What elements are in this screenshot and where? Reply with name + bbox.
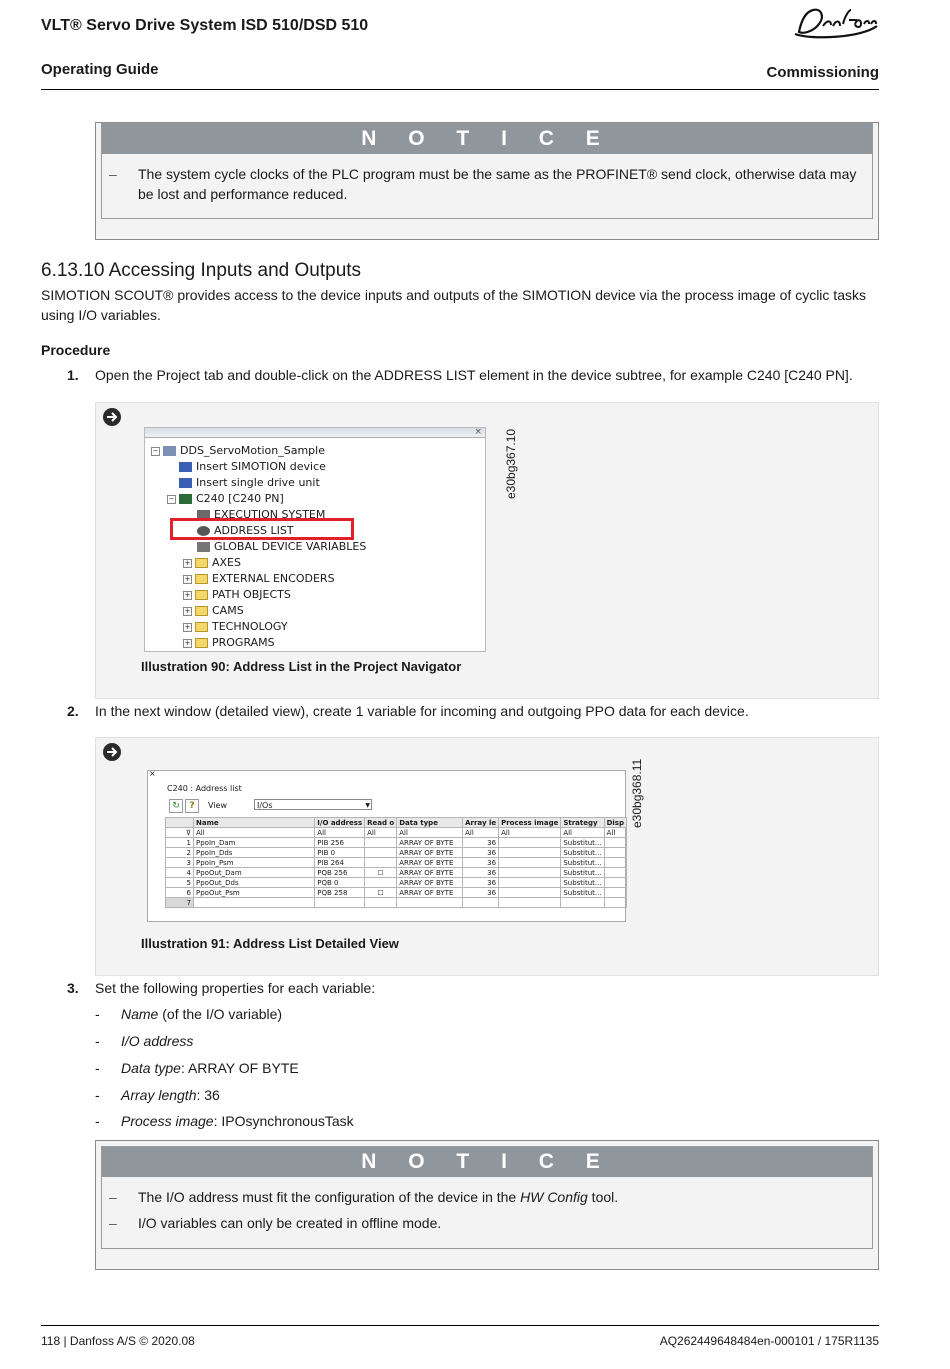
column-header[interactable]: Name — [194, 818, 315, 828]
tree-label: EXTERNAL ENCODERS — [212, 572, 335, 585]
cell-name[interactable]: PpoIn_Dam — [194, 838, 315, 848]
tree-item[interactable] — [151, 443, 325, 459]
table-row[interactable] — [166, 888, 627, 898]
table-row[interactable] — [166, 858, 627, 868]
cell-address[interactable]: PIB 0 — [315, 848, 365, 858]
table-header-row — [166, 818, 627, 828]
chapter-name: Commissioning — [766, 64, 879, 81]
property-item — [121, 1060, 299, 1076]
folder-icon — [195, 606, 208, 616]
cell-datatype[interactable]: ARRAY OF BYTE — [397, 868, 463, 878]
cell-array-length[interactable]: 36 — [463, 848, 499, 858]
cell-readonly[interactable] — [365, 848, 397, 858]
notice-title: N O T I C E — [102, 124, 872, 154]
cell-disp[interactable] — [604, 868, 626, 878]
cell-name[interactable]: PpoIn_Dds — [194, 848, 315, 858]
cell-strategy[interactable]: Substitut... — [561, 868, 604, 878]
expand-icon[interactable]: + — [184, 638, 191, 647]
address-table — [165, 817, 627, 908]
row-number: 7 — [166, 898, 194, 908]
footer-rule — [41, 1325, 879, 1326]
view-select[interactable] — [254, 799, 372, 810]
tree-item[interactable] — [197, 539, 366, 555]
notice-item — [102, 1187, 864, 1207]
address-list-window — [147, 770, 626, 922]
notice-text: I/O variables can only be created in offline mode. — [138, 1215, 442, 1231]
column-header[interactable]: Array le — [463, 818, 499, 828]
cell-datatype[interactable]: ARRAY OF BYTE — [397, 878, 463, 888]
list-dash: - — [95, 1033, 100, 1049]
cell-address[interactable]: PIB 264 — [315, 858, 365, 868]
notice-panel — [101, 1146, 873, 1249]
list-dash: - — [95, 1006, 100, 1022]
cell-address[interactable]: PQB 258 — [315, 888, 365, 898]
cell-datatype[interactable]: ARRAY OF BYTE — [397, 888, 463, 898]
step2-text: In the next window (detailed view), create 1 variable for incoming and outgoing PPO data for each device. — [95, 703, 749, 719]
cell-readonly[interactable] — [365, 838, 397, 848]
expand-icon[interactable]: + — [184, 558, 191, 567]
tree-label: CAMS — [212, 604, 244, 617]
property-detail: (of the I/O variable) — [158, 1006, 283, 1022]
folder-icon — [195, 622, 208, 632]
column-header[interactable]: I/O address — [315, 818, 365, 828]
notice-emphasis: HW Config — [520, 1189, 588, 1205]
cell-strategy[interactable] — [561, 898, 604, 908]
tree-item[interactable] — [183, 587, 291, 603]
property-detail: : ARRAY OF BYTE — [180, 1060, 299, 1076]
cell-array-length[interactable]: 36 — [463, 858, 499, 868]
expand-icon[interactable]: + — [184, 622, 191, 631]
row-number: 6 — [166, 888, 194, 898]
cell-datatype[interactable] — [397, 898, 463, 908]
cell-disp[interactable] — [604, 848, 626, 858]
folder-icon — [195, 590, 208, 600]
window-title: C240 : Address list — [167, 784, 242, 793]
property-detail: : 36 — [196, 1087, 220, 1103]
notice-dash: – — [109, 1189, 117, 1205]
property-name: I/O address — [121, 1033, 194, 1049]
row-number: 1 — [166, 838, 194, 848]
cell-readonly[interactable] — [365, 878, 397, 888]
step-text — [95, 367, 885, 383]
tree-label: AXES — [212, 556, 241, 569]
folder-icon — [195, 574, 208, 584]
property-name: Process image — [121, 1113, 214, 1129]
notice-box — [95, 122, 879, 240]
cell-array-length[interactable]: 36 — [463, 868, 499, 878]
step1-text: Open the Project tab and double-click on the ADDRESS LIST element in the device subtree, for example C240 [C240 PN]. — [95, 367, 853, 383]
table-row[interactable] — [166, 898, 627, 908]
expand-icon[interactable]: + — [184, 606, 191, 615]
figure-box — [95, 737, 879, 976]
insert-icon — [179, 462, 192, 472]
section-intro: SIMOTION SCOUT® provides access to the device inputs and outputs of the SIMOTION device via the process image of cyclic tasks using I/O variables. — [41, 287, 866, 323]
list-dash: - — [95, 1113, 100, 1129]
step-number: 1. — [67, 367, 79, 383]
chevron-down-icon[interactable]: ▼ — [365, 802, 370, 809]
expand-icon[interactable]: + — [184, 574, 191, 583]
row-number: 3 — [166, 858, 194, 868]
column-header[interactable]: Strategy — [561, 818, 604, 828]
table-row[interactable] — [166, 878, 627, 888]
tree-item[interactable] — [167, 491, 284, 507]
notice-dash: – — [109, 1215, 117, 1231]
cell-strategy[interactable]: Substitut... — [561, 878, 604, 888]
collapse-icon[interactable]: − — [152, 446, 159, 455]
tree-titlebar — [145, 428, 485, 438]
procedure-label: Procedure — [41, 342, 111, 358]
column-header[interactable]: Process image — [499, 818, 561, 828]
figure-id: e30bg368.11 — [630, 758, 644, 828]
list-dash: - — [95, 1087, 100, 1103]
notice-box — [95, 1140, 879, 1270]
arrow-circle-icon — [103, 743, 121, 761]
tree-label: ADDRESS LIST — [214, 524, 294, 537]
cell-datatype[interactable]: ARRAY OF BYTE — [397, 838, 463, 848]
cell-strategy[interactable]: Substitut... — [561, 888, 604, 898]
cell-array-length[interactable] — [463, 898, 499, 908]
cell-name[interactable] — [194, 898, 315, 908]
figure-caption: Illustration 91: Address List Detailed View — [141, 936, 399, 951]
column-header[interactable]: Data type — [397, 818, 463, 828]
section-heading: 6.13.10 Accessing Inputs and Outputs — [41, 260, 362, 281]
folder-icon — [195, 638, 208, 648]
arrow-circle-icon — [103, 408, 121, 426]
cell-process-image[interactable] — [499, 858, 561, 868]
cell-array-length[interactable]: 36 — [463, 838, 499, 848]
variables-icon — [197, 542, 210, 552]
filter-cell[interactable]: All — [604, 828, 626, 838]
cell-disp[interactable] — [604, 838, 626, 848]
notice-text: The I/O address must fit the configuration of the device in the — [138, 1189, 521, 1205]
folder-icon — [195, 558, 208, 568]
tree-label: EXECUTION SYSTEM — [214, 508, 326, 521]
filter-row — [166, 828, 627, 838]
help-icon[interactable]: ? — [185, 799, 199, 813]
cell-disp[interactable] — [604, 878, 626, 888]
view-label: View — [208, 801, 227, 810]
tree-item[interactable] — [183, 635, 275, 651]
table-row[interactable] — [166, 868, 627, 878]
insert-icon — [179, 478, 192, 488]
tree-item[interactable] — [179, 475, 320, 491]
tree-label: TECHNOLOGY — [212, 620, 288, 633]
notice-title: N O T I C E — [102, 1147, 872, 1177]
project-icon — [163, 446, 176, 456]
cell-strategy[interactable]: Substitut... — [561, 858, 604, 868]
filter-cell[interactable]: All — [561, 828, 604, 838]
expand-icon[interactable]: + — [184, 590, 191, 599]
tree-item[interactable] — [183, 619, 288, 635]
row-number: 2 — [166, 848, 194, 858]
filter-cell[interactable]: All — [365, 828, 397, 838]
column-header[interactable]: Read o — [365, 818, 397, 828]
readonly-checkbox[interactable]: ☐ — [365, 868, 397, 878]
tree-item[interactable] — [183, 603, 244, 619]
document-subtitle: Operating Guide — [41, 61, 159, 78]
close-icon[interactable]: × — [474, 427, 482, 437]
close-icon[interactable]: × — [149, 769, 156, 778]
cell-strategy[interactable]: Substitut... — [561, 838, 604, 848]
step-number: 2. — [67, 703, 79, 719]
footer-left: 118 | Danfoss A/S © 2020.08 — [41, 1334, 195, 1348]
step3-text: Set the following properties for each variable: — [95, 980, 376, 996]
readonly-checkbox[interactable]: ☐ — [365, 888, 397, 898]
cell-process-image[interactable] — [499, 888, 561, 898]
column-header[interactable]: Disp — [604, 818, 626, 828]
cell-array-length[interactable]: 36 — [463, 878, 499, 888]
cell-process-image[interactable] — [499, 878, 561, 888]
cell-readonly[interactable] — [365, 858, 397, 868]
tree-item[interactable] — [183, 555, 241, 571]
header-rule — [41, 89, 879, 90]
cell-name[interactable]: PpoOut_Dds — [194, 878, 315, 888]
step-number: 3. — [67, 980, 79, 996]
refresh-icon[interactable]: ↻ — [169, 799, 183, 813]
notice-text: tool. — [587, 1189, 619, 1205]
cell-process-image[interactable] — [499, 898, 561, 908]
document-title: VLT® Servo Drive System ISD 510/DSD 510 — [41, 17, 369, 34]
collapse-icon[interactable]: − — [168, 494, 175, 503]
tree-label: PROGRAMS — [212, 636, 275, 649]
device-icon — [179, 494, 192, 504]
table-row[interactable] — [166, 838, 627, 848]
cell-datatype[interactable]: ARRAY OF BYTE — [397, 848, 463, 858]
filter-cell[interactable]: All — [315, 828, 365, 838]
table-row[interactable] — [166, 848, 627, 858]
tree-item[interactable] — [183, 571, 335, 587]
cell-strategy[interactable]: Substitut... — [561, 848, 604, 858]
cell-address[interactable]: PQB 256 — [315, 868, 365, 878]
footer-right: AQ262449648484en-000101 / 175R1135 — [659, 1334, 879, 1348]
list-dash: - — [95, 1060, 100, 1076]
cell-address[interactable]: PQB 0 — [315, 878, 365, 888]
notice-item — [102, 1213, 864, 1233]
filter-cell[interactable]: All — [499, 828, 561, 838]
highlight-frame — [170, 518, 354, 540]
notice-item — [102, 164, 864, 204]
row-number: 5 — [166, 878, 194, 888]
figure-id: e30bg367.10 — [504, 428, 518, 499]
property-name: Data type — [121, 1060, 181, 1076]
cell-disp[interactable] — [604, 898, 626, 908]
figure-caption: Illustration 90: Address List in the Project Navigator — [141, 659, 462, 674]
filter-cell[interactable]: All — [397, 828, 463, 838]
tree-label: DDS_ServoMotion_Sample — [180, 444, 325, 457]
cell-name[interactable]: PpoIn_Psm — [194, 858, 315, 868]
tree-label: Insert single drive unit — [196, 476, 320, 489]
cell-address[interactable] — [315, 898, 365, 908]
cell-process-image[interactable] — [499, 848, 561, 858]
property-item — [121, 1113, 354, 1129]
row-number: 4 — [166, 868, 194, 878]
filter-cell[interactable]: All — [463, 828, 499, 838]
cell-address[interactable]: PIB 256 — [315, 838, 365, 848]
cell-datatype[interactable]: ARRAY OF BYTE — [397, 858, 463, 868]
property-name: Array length — [121, 1087, 197, 1103]
notice-dash: – — [109, 166, 117, 182]
tree-label: GLOBAL DEVICE VARIABLES — [214, 540, 367, 553]
filter-cell[interactable]: All — [194, 828, 315, 838]
notice-text: The system cycle clocks of the PLC program must be the same as the PROFINET® send clock, otherwise data may be lost and performance reduced. — [138, 166, 857, 202]
property-item — [121, 1087, 220, 1103]
view-value: I/Os — [257, 801, 273, 810]
cell-disp[interactable] — [604, 858, 626, 868]
cell-name[interactable]: PpoOut_Psm — [194, 888, 315, 898]
property-name: Name — [121, 1006, 159, 1022]
notice-panel — [101, 123, 873, 219]
tree-label: Insert SIMOTION device — [196, 460, 326, 473]
tree-label: PATH OBJECTS — [212, 588, 291, 601]
cell-disp[interactable] — [604, 888, 626, 898]
figure-box — [95, 402, 879, 699]
property-item — [121, 1033, 193, 1049]
property-item — [121, 1006, 282, 1022]
cell-readonly[interactable] — [365, 898, 397, 908]
cell-process-image[interactable] — [499, 838, 561, 848]
cell-array-length[interactable]: 36 — [463, 888, 499, 898]
tree-item[interactable] — [179, 459, 326, 475]
property-detail: : IPOsynchronousTask — [213, 1113, 354, 1129]
cell-process-image[interactable] — [499, 868, 561, 878]
tree-label: C240 [C240 PN] — [196, 492, 284, 505]
cell-name[interactable]: PpoOut_Dam — [194, 868, 315, 878]
filter-icon[interactable]: ⊽ — [166, 828, 194, 838]
danfoss-logo — [791, 4, 879, 40]
